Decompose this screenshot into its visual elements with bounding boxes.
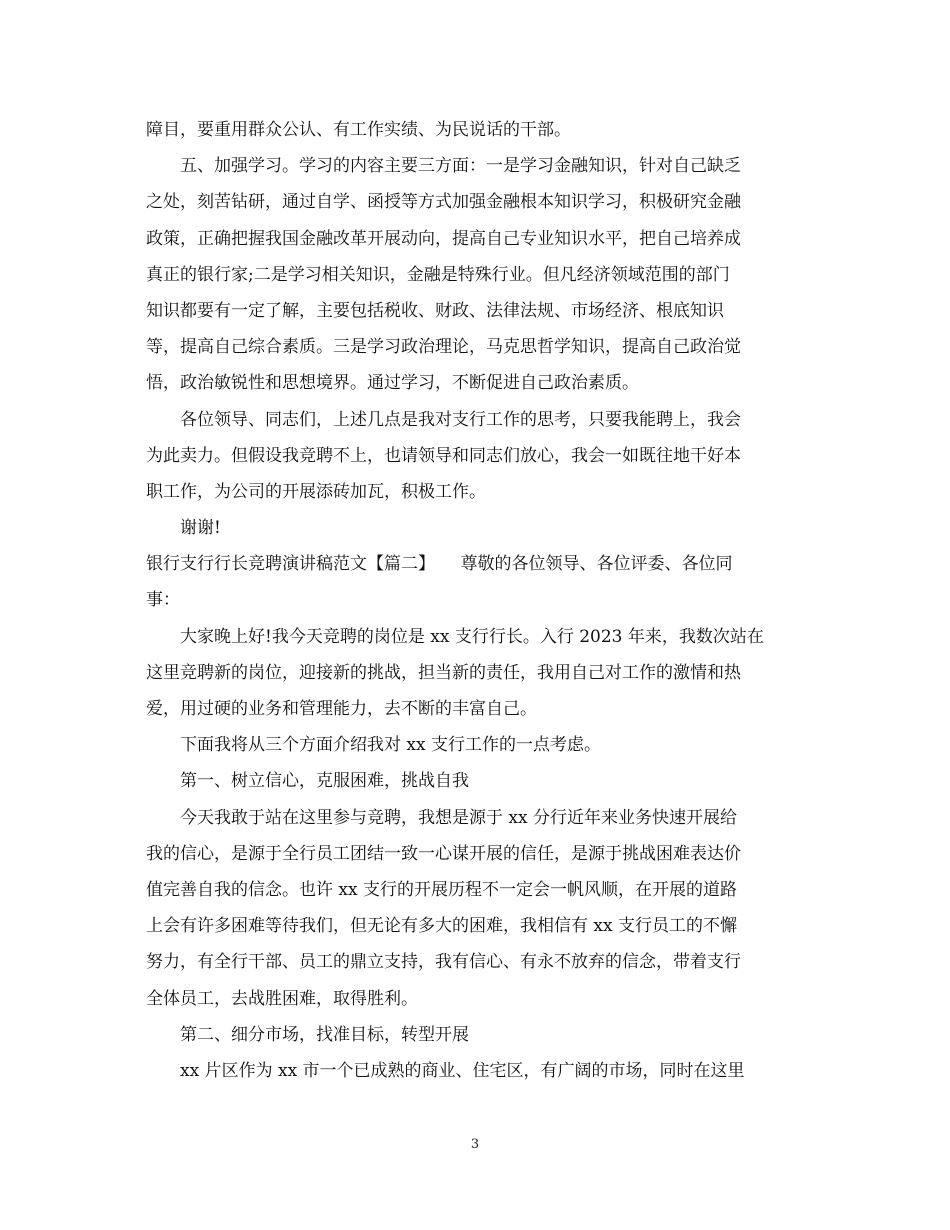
text-line: 等，提高自己综合素质。三是学习政治理论，马克思哲学知识，提高自己政治觉: [146, 337, 741, 358]
text-line: 政策，正确把握我国金融改革开展动向，提高自己专业知识水平，把自己培养成: [146, 228, 741, 249]
text-line: 五、加强学习。学习的内容主要三方面：一是学习金融知识，针对自己缺乏: [180, 156, 741, 177]
text-line: 谢谢!: [180, 518, 221, 539]
text-line: xx 片区作为 xx 市一个已成熟的商业、住宅区，有广阔的市场，同时在这里: [180, 1060, 745, 1081]
text-line: 大家晚上好!我今天竞聘的岗位是 xx 支行行长。入行 2023 年来，我数次站在: [180, 626, 764, 647]
text-line: 障目，要重用群众公认、有工作实绩、为民说话的干部。: [146, 120, 571, 140]
page-number: 3: [470, 1137, 480, 1152]
text-line: 今天我敢于站在这里参与竞聘，我想是源于 xx 分行近年来业务快速开展给: [180, 807, 737, 828]
text-line: 知识都要有一定了解，主要包括税收、财政、法律法规、市场经济、根底知识: [146, 300, 724, 321]
document-body: [146, 112, 806, 1089]
text-line: 全体员工，去战胜困难，取得胜利。: [146, 988, 418, 1009]
text-line: 第二、细分市场，找准目标，转型开展: [180, 1024, 469, 1045]
text-line: 之处，刻苦钻研，通过自学、函授等方式加强金融根本知识学习，积极研究金融: [146, 192, 741, 213]
text-line: 上会有许多困难等待我们，但无论有多大的困难，我相信有 xx 支行员工的不懈: [146, 916, 737, 937]
text-line: 值完善自我的信念。也许 xx 支行的开展历程不一定会一帆风顺，在开展的道路: [146, 879, 737, 900]
text-line: 下面我将从三个方面介绍我对 xx 支行工作的一点考虑。: [180, 735, 601, 756]
text-line: 爱，用过硬的业务和管理能力，去不断的丰富自己。: [146, 699, 537, 719]
text-line: 事：: [146, 590, 180, 611]
text-line: 职工作，为公司的开展添砖加瓦，积极工作。: [146, 481, 486, 502]
text-line: 真正的银行家;二是学习相关知识，金融是特殊行业。但凡经济领域范围的部门: [146, 264, 730, 285]
text-line: 各位领导、同志们，上述几点是我对支行工作的思考，只要我能聘上，我会: [180, 409, 741, 430]
text-line: 这里竞聘新的岗位，迎接新的挑战，担当新的责任，我用自己对工作的激情和热: [146, 662, 741, 683]
text-line: 第一、树立信心，克服困难，挑战自我: [180, 771, 469, 792]
text-line: 我的信心，是源于全行员工团结一致一心谋开展的信任，是源于挑战困难表达价: [146, 843, 741, 864]
text-line: 银行支行行长竞聘演讲稿范文【篇二】 尊敬的各位领导、各位评委、各位同: [146, 554, 733, 575]
text-line: 为此卖力。但假设我竞聘不上，也请领导和同志们放心，我会一如既往地干好本: [146, 445, 741, 466]
text-line: 努力，有全行干部、员工的鼎立支持，我有信心、有永不放弃的信念，带着支行: [146, 952, 741, 973]
text-line: 悟，政治敏锐性和思想境界。通过学习，不断促进自己政治素质。: [146, 373, 639, 394]
